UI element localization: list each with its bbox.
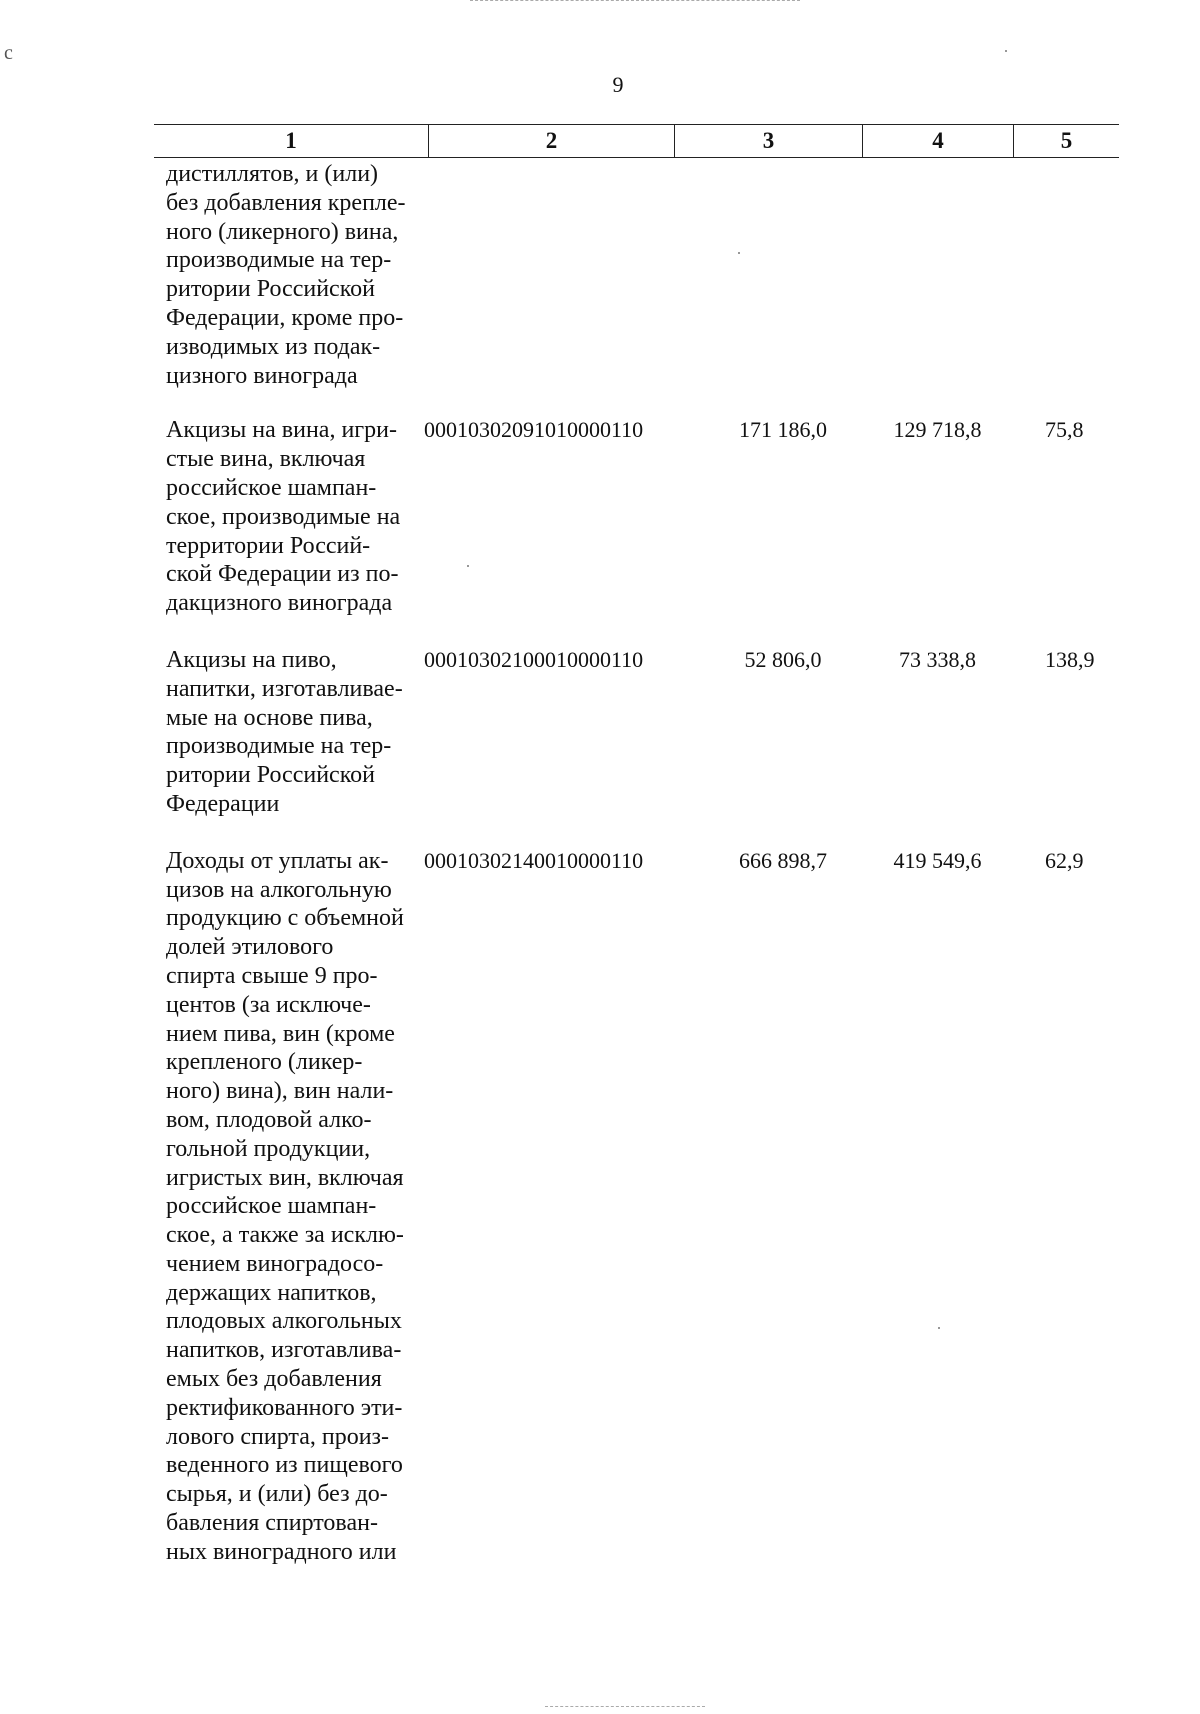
- row-value-4: 129 718,8: [893, 417, 982, 443]
- scan-speck: [467, 565, 469, 567]
- table-body: [166, 160, 1126, 1595]
- scan-speck: [1005, 50, 1007, 52]
- scan-mark: c: [4, 42, 13, 64]
- row-value-5: 62,9: [1045, 847, 1084, 873]
- header-col-3: 3: [675, 125, 863, 157]
- scan-speck: [938, 1327, 940, 1329]
- header-col-2: 2: [429, 125, 675, 157]
- row-description: Акцизы на пиво, напитки, изготавливае- мые на основе пива, производимые на тер- ритории Российской Федерации: [166, 646, 403, 817]
- table-header: [154, 124, 1119, 158]
- row-value-4: 419 549,6: [893, 847, 982, 873]
- scan-speck: [738, 252, 740, 254]
- row-value-3: 171 186,0: [739, 417, 827, 443]
- page-number: 9: [612, 72, 624, 97]
- table-row: [166, 847, 1126, 1567]
- row-code: 00010302140010000110: [424, 847, 644, 873]
- table-row: [166, 646, 1126, 819]
- row-code: 00010302100010000110: [424, 646, 644, 672]
- scan-bottom-rule: [545, 1706, 705, 1709]
- row-description: дистиллятов, и (или) без добавления крепле- ного (ликерного) вина, производимые на тер- ритории Российской Федерации, кроме про- изводимых из подак- цизного винограда: [166, 161, 406, 389]
- row-value-4: 73 338,8: [899, 646, 976, 672]
- header-col-1: 1: [154, 125, 429, 157]
- row-value-5: 75,8: [1045, 417, 1084, 443]
- row-value-3: 52 806,0: [744, 646, 822, 672]
- header-col-4: 4: [863, 125, 1014, 157]
- row-code: 00010302091010000110: [424, 417, 644, 443]
- row-value-5: 138,9: [1045, 646, 1095, 672]
- row-description: Акцизы на вина, игри- стые вина, включая российское шампан- ское, производимые на территории Россий- ской Федерации из по- дакцизного винограда: [166, 417, 401, 617]
- row-value-4: [852, 160, 1013, 390]
- row-code: [422, 160, 684, 390]
- table-row: [166, 416, 1126, 618]
- row-value-5: [1013, 160, 1126, 390]
- scan-top-rule: [470, 0, 800, 3]
- table-row: [166, 160, 1126, 390]
- row-description: Доходы от уплаты ак- цизов на алкогольную продукцию с объемной долей этилового спирта свыше 9 про- центов (за исключе- нием пива, вин (кроме крепленого (ликер- ного) вина), вин нали- вом, плодовой алко- гольной продукции, игристых вин, включая российское шампан- ское, а также за исклю- чением виноградосо- держащих напитков, плодовых алкогольных напитков, изготавлива- емых без добавления ректификованного эти- лового спирта, произ- веденного из пищевого сырья, и (или) без до- бавления спиртован- ных виноградного или: [166, 847, 404, 1565]
- row-value-3: [684, 160, 852, 390]
- header-col-5: 5: [1060, 128, 1073, 153]
- row-value-3: 666 898,7: [739, 847, 827, 873]
